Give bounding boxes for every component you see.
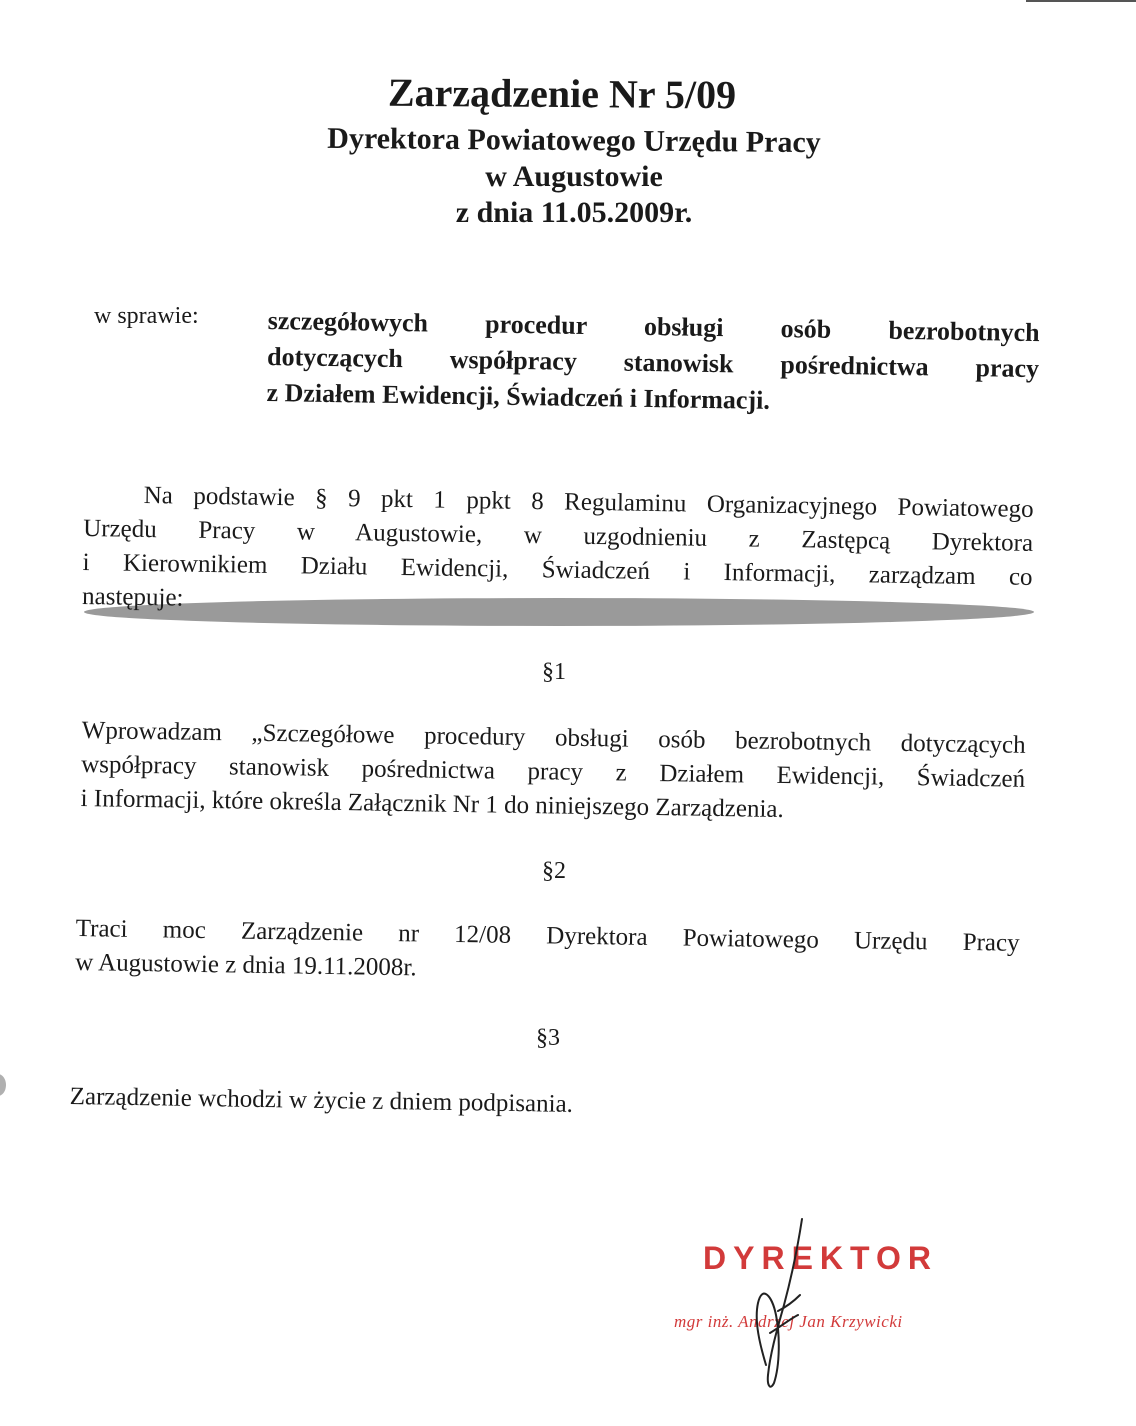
stamp-name: mgr inż. Andrzej Jan Krzywicki xyxy=(674,1312,903,1331)
document-title: Zarządzenie Nr 5/09 xyxy=(387,69,737,118)
section-line: współpracy stanowisk pośrednictwa pracy z Działem Ewidencji, Świadczeń xyxy=(80,750,1026,793)
signature-icon xyxy=(740,1215,820,1395)
section-line: w Augustowie z dnia 19.11.2008r. xyxy=(74,948,417,982)
stamp-title: DYREKTOR xyxy=(703,1240,938,1276)
subject-line: szczegółowych procedur obsługi osób bezrobotnych xyxy=(267,305,1040,348)
subject-text xyxy=(266,303,1040,423)
subject-label: w sprawie: xyxy=(94,303,199,329)
section-heading-2: §2 xyxy=(542,858,566,884)
issue-date: z dnia 11.05.2009r. xyxy=(455,196,693,229)
issuer-location: w Augustowie xyxy=(485,160,663,193)
section-2-paragraph xyxy=(75,912,1020,995)
preamble-line: Na podstawie § 9 pkt 1 ppkt 8 Regulaminu Organizacyjnego Powiatowego xyxy=(143,481,1034,523)
preamble-paragraph xyxy=(82,478,1034,629)
section-line: i Informacji, które określa Załącznik Nr 1 do niniejszego Zarządzenia. xyxy=(80,784,784,824)
preamble-line: następuje: xyxy=(81,582,184,612)
section-line: Wprowadzam „Szczegółowe procedury obsługi osób bezrobotnych dotyczących xyxy=(81,716,1026,759)
preamble-line: i Kierownikiem Działu Ewidencji, Świadczeń i Informacji, zarządzam co xyxy=(82,548,1033,591)
subject-line: z Działem Ewidencji, Świadczeń i Informacji. xyxy=(266,377,771,415)
section-heading-3: §3 xyxy=(536,1025,560,1051)
section-3-paragraph xyxy=(69,1080,769,1125)
subject-line: dotyczących współpracy stanowisk pośrednictwa pracy xyxy=(266,341,1040,384)
scan-edge xyxy=(1026,0,1136,2)
section-1-paragraph xyxy=(80,714,1025,831)
section-line: Zarządzenie wchodzi w życie z dniem podpisania. xyxy=(69,1082,574,1118)
section-line: Traci moc Zarządzenie nr 12/08 Dyrektora Powiatowego Urzędu Pracy xyxy=(75,914,1020,957)
preamble-line: Urzędu Pracy w Augustowie, w uzgodnieniu z Zastępcą Dyrektora xyxy=(82,514,1034,557)
issuer-line: Dyrektora Powiatowego Urzędu Pracy xyxy=(327,121,821,160)
section-heading-1: §1 xyxy=(542,659,566,685)
punch-hole-bottom xyxy=(0,1074,6,1096)
